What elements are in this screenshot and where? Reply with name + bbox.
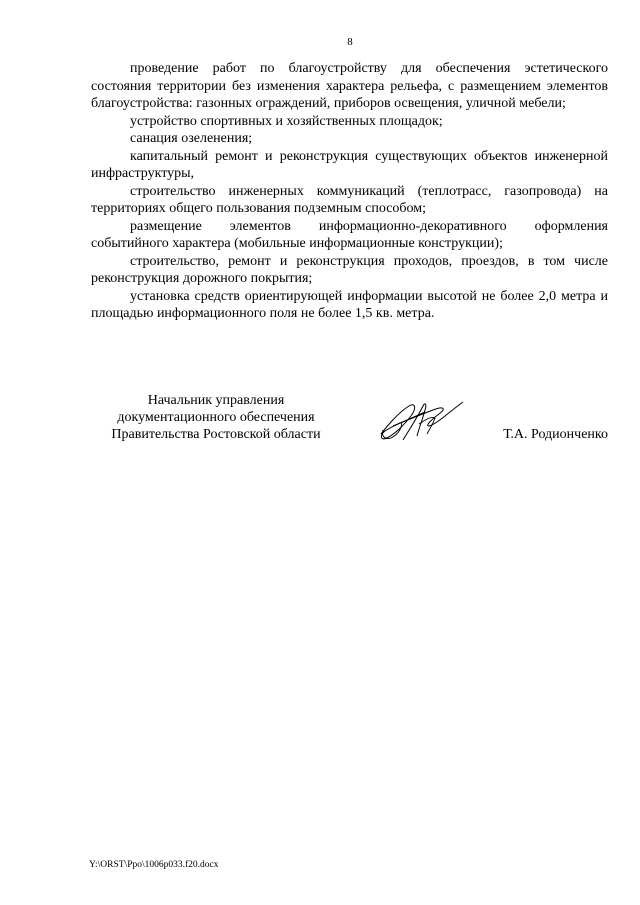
file-path: Y:\ORST\Ppo\1006p033.f20.docx <box>89 860 219 870</box>
signer-position-line: Начальник управления <box>147 393 285 408</box>
paragraph: установка средств ориентирующей информации высотой не более 2,0 метра и площадью информационного поля не более 1,5 кв. метра. <box>91 288 608 321</box>
handwritten-signature <box>373 396 473 446</box>
paragraph: размещение элементов информационно-декоративного оформления событийного характера (мобильные информационные конструкции); <box>91 218 608 251</box>
paragraph: капитальный ремонт и реконструкция существующих объектов инженерной инфраструктуры, <box>91 148 608 181</box>
paragraph: строительство инженерных коммуникаций (теплотрасс, газопровода) на территориях общего пользования подземным способом; <box>91 183 608 216</box>
signature-block <box>91 392 611 452</box>
signer-position-line: Правительства Ростовской области <box>111 427 321 442</box>
document-body <box>91 60 608 323</box>
page-number: 8 <box>347 36 353 48</box>
paragraph: санация озеленения; <box>130 131 253 146</box>
paragraph: проведение работ по благоустройству для обеспечения эстетического состояния территории без изменения характера рельефа, с размещением элементов благоустройства: газонных ограждений, приборов освещения, уличной мебели; <box>91 61 608 111</box>
signer-position-line: документационного обеспечения <box>117 410 315 425</box>
signer-name: Т.А. Родионченко <box>503 427 608 442</box>
paragraph: устройство спортивных и хозяйственных площадок; <box>130 113 443 129</box>
signer-position <box>91 392 341 443</box>
paragraph: строительство, ремонт и реконструкция проходов, проездов, в том числе реконструкция дорожного покрытия; <box>91 253 608 286</box>
